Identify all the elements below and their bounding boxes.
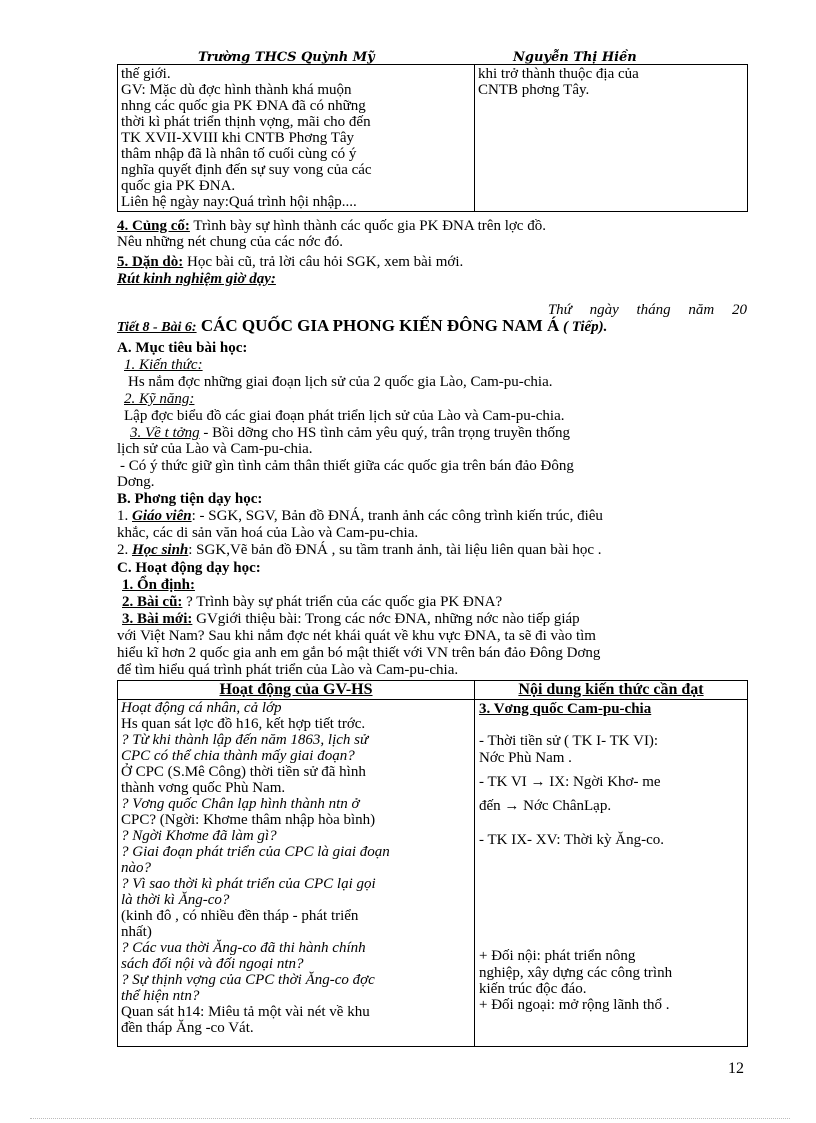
- section-b-heading: B. Phơng tiện dạy học:: [117, 491, 263, 507]
- new-lesson-label: 3. Bài mới:: [122, 611, 193, 627]
- prev-line: CNTB phơng Tây.: [478, 82, 590, 98]
- content-line: + Đối nội: phát triển nông: [479, 948, 636, 964]
- prev-line: quốc gia PK ĐNA.: [121, 178, 236, 194]
- header-school: Trường THCS Quỳnh Mỹ: [198, 50, 375, 65]
- section-4-text: Trình bày sự hình thành các quốc gia PK ĐNA trên lợc đồ.: [189, 218, 546, 234]
- lesson-name: CÁC QUỐC GIA PHONG KIẾN ĐÔNG NAM Á: [196, 316, 560, 335]
- content-line: nghiệp, xây dựng các công trình: [479, 965, 673, 981]
- activity-line: đền tháp Ăng -co Vát.: [121, 1020, 254, 1036]
- header-teacher: Nguyễn Thị Hiền: [513, 50, 637, 65]
- activity-line: ? Sự thịnh vợng của CPC thời Ăng-co đợc: [121, 972, 375, 988]
- skills-label: 2. Kỹ năng:: [124, 391, 195, 407]
- activity-line: Ở CPC (S.Mê Công) thời tiền sử đã hình: [121, 764, 366, 780]
- student-label: Học sinh: [132, 542, 189, 558]
- activity-line: CPC có thể chia thành mấy giai đoạn?: [121, 748, 355, 764]
- activity-line: ? Ngời Khơme đã làm gì?: [121, 828, 277, 844]
- prev-line: nhng các quốc gia PK ĐNA đã có những: [121, 98, 366, 114]
- content-line: + Đối ngoại: mở rộng lãnh thổ .: [479, 997, 670, 1013]
- activity-line: là thời kì Ăng-co?: [121, 892, 230, 908]
- content-cell: [475, 700, 748, 1047]
- activity-line: thành vơng quốc Phù Nam.: [121, 780, 286, 796]
- activity-line: nhất): [121, 924, 152, 940]
- activity-line: (kinh đô , có nhiều đền tháp - phát triển: [121, 908, 359, 924]
- section-5: [117, 254, 747, 270]
- lesson-title: [117, 318, 747, 336]
- prev-line: TK XVII-XVIII khi CNTB Phơng Tây: [121, 130, 355, 146]
- experience-heading: Rút kinh nghiệm giờ dạy:: [117, 271, 276, 287]
- activity-line: CPC? (Ngời: Khơme thâm nhập hòa bình): [121, 812, 376, 828]
- content-line: - TK IX- XV: Thời kỳ Ăng-co.: [479, 832, 664, 848]
- activity-line: ? Vì sao thời kì phát triển của CPC lại gọi: [121, 876, 376, 892]
- knowledge-label: 1. Kiến thức:: [124, 357, 203, 373]
- teacher-text: : - SGK, SGV, Bản đồ ĐNÁ, tranh ảnh các công trình kiến trúc, điêu: [191, 508, 603, 524]
- student-materials: 2. Học sinh: SGK,Vẽ bản đồ ĐNÁ , su tầm tranh ảnh, tài liệu liên quan bài học .: [117, 542, 602, 558]
- prev-line: thâm nhập đã là nhân tố cuối cùng có ý: [121, 146, 357, 162]
- attitude-label: 3. Về t tởng: [130, 425, 200, 441]
- activity-line: Hs quan sát lợc đồ h16, kết hợp tiết trớc.: [121, 716, 366, 732]
- skills-text: Lập đợc biểu đồ các giai đoạn phát triển lịch sử của Lào và Cam-pu-chia.: [124, 408, 565, 424]
- section-4-line2: Nêu những nét chung của các nớc đó.: [117, 234, 343, 250]
- activities-cell: [118, 700, 475, 1047]
- col-activities-header: Hoạt động của GV-HS: [118, 681, 475, 700]
- old-lesson-text: ? Trình bày sự phát triển của các quốc gia PK ĐNA?: [182, 594, 503, 610]
- attitude-line2: lịch sử của Lào và Cam-pu-chia.: [117, 441, 313, 457]
- activity-line: ? Vơng quốc Chân lạp hình thành ntn ở: [121, 796, 360, 812]
- activity-line: sách đối nội và đối ngoại ntn?: [121, 956, 304, 972]
- lesson-prefix: Tiết 8 - Bài 6:: [117, 320, 197, 335]
- old-lesson: [122, 594, 752, 610]
- knowledge-text: Hs nắm đợc những giai đoạn lịch sử của 2 quốc gia Lào, Cam-pu-chia.: [128, 374, 553, 390]
- content-heading: 3. Vơng quốc Cam-pu-chia: [479, 701, 652, 717]
- prev-line: GV: Mặc dù đợc hình thành khá muộn: [121, 82, 352, 98]
- teacher-materials: 1. Giáo viên: - SGK, SGV, Bản đồ ĐNÁ, tranh ảnh các công trình kiến trúc, điêu: [117, 508, 603, 524]
- section-5-label: 5. Dặn dò:: [117, 254, 184, 270]
- prev-line: khi trở thành thuộc địa của: [478, 66, 639, 82]
- prev-left-cell: [118, 65, 475, 212]
- activity-line: ? Từ khi thành lập đến năm 1863, lịch sử: [121, 732, 369, 748]
- attitude-line3: - Có ý thức giữ gìn tình cảm thân thiết giữa các quốc gia trên bán đảo Đông: [120, 458, 574, 474]
- new-lesson: [122, 611, 752, 627]
- page-number: 12: [728, 1060, 744, 1077]
- new-lesson-text: GVgiới thiệu bài: Trong các nớc ĐNA, những nớc nào tiếp giáp: [192, 611, 580, 627]
- prev-line: nghĩa quyết định đến sự suy vong của các: [121, 162, 372, 178]
- section-4: [117, 218, 747, 234]
- attitude-text: - Bồi dỡng cho HS tình cảm yêu quý, trân trọng truyền thống: [199, 425, 571, 441]
- activity-line: ? Giai đoạn phát triển của CPC là giai đoạn: [121, 844, 390, 860]
- content-line: - TK VI → IX: Ngời Khơ- me: [479, 774, 661, 790]
- activity-line: nào?: [121, 860, 151, 876]
- activity-line: thể hiện ntn?: [121, 988, 200, 1004]
- activity-line: ? Các vua thời Ăng-co đã thi hành chính: [121, 940, 366, 956]
- previous-content-table: [117, 64, 748, 212]
- prev-line: thế giới.: [121, 66, 171, 82]
- new-lesson-line3: hiểu kĩ hơn 2 quốc gia anh em gắn bó mật thiết với VN trên bán đảo Đông Dơng: [117, 645, 601, 661]
- activity-line: Quan sát h14: Miêu tả một vài nét về khu: [121, 1004, 370, 1020]
- teacher-materials-line2: khắc, các di sản văn hoá của Lào và Cam-pu-chia.: [117, 525, 419, 541]
- attitude-line: [130, 425, 760, 441]
- prev-right-cell: [475, 65, 748, 212]
- old-lesson-label: 2. Bài cũ:: [122, 594, 183, 610]
- date-line: Thứ ngày tháng năm 20: [547, 302, 747, 318]
- content-line: Nớc Phù Nam .: [479, 750, 572, 766]
- prev-line: thời kì phát triển thịnh vợng, mãi cho đến: [121, 114, 371, 130]
- attitude-line4: Dơng.: [117, 474, 155, 490]
- prev-line: Liên hệ ngày nay:Quá trình hội nhập....: [121, 194, 357, 210]
- teacher-label: Giáo viên: [132, 508, 192, 524]
- new-lesson-line4: để tìm hiểu quá trình phát triển của Lào và Cam-pu-chia.: [117, 662, 459, 678]
- student-text: : SGK,Vẽ bản đồ ĐNÁ , su tầm tranh ảnh, tài liệu liên quan bài học .: [188, 542, 602, 558]
- content-line: kiến trúc độc đáo.: [479, 981, 587, 997]
- stabilize-label: 1. Ổn định:: [122, 577, 195, 593]
- lesson-suffix: ( Tiếp).: [559, 319, 608, 335]
- page-footer-rule: [30, 1118, 790, 1119]
- content-line: đến → Nớc ChânLạp.: [479, 798, 612, 814]
- new-lesson-line2: với Việt Nam? Sau khi nắm đợc nét khái quát về khu vực ĐNA, ta sẽ đi vào tìm: [117, 628, 596, 644]
- activity-table: [117, 680, 748, 1047]
- section-4-label: 4. Củng cố:: [117, 218, 190, 234]
- section-a-heading: A. Mục tiêu bài học:: [117, 340, 248, 356]
- section-5-text: Học bài cũ, trả lời câu hỏi SGK, xem bài mới.: [183, 254, 464, 270]
- col-content-header: Nội dung kiến thức cần đạt: [475, 681, 748, 700]
- content-line: - Thời tiền sử ( TK I- TK VI):: [479, 733, 659, 749]
- activity-line: Hoạt động cá nhân, cả lớp: [121, 700, 282, 716]
- section-c-heading: C. Hoạt động dạy học:: [117, 560, 261, 576]
